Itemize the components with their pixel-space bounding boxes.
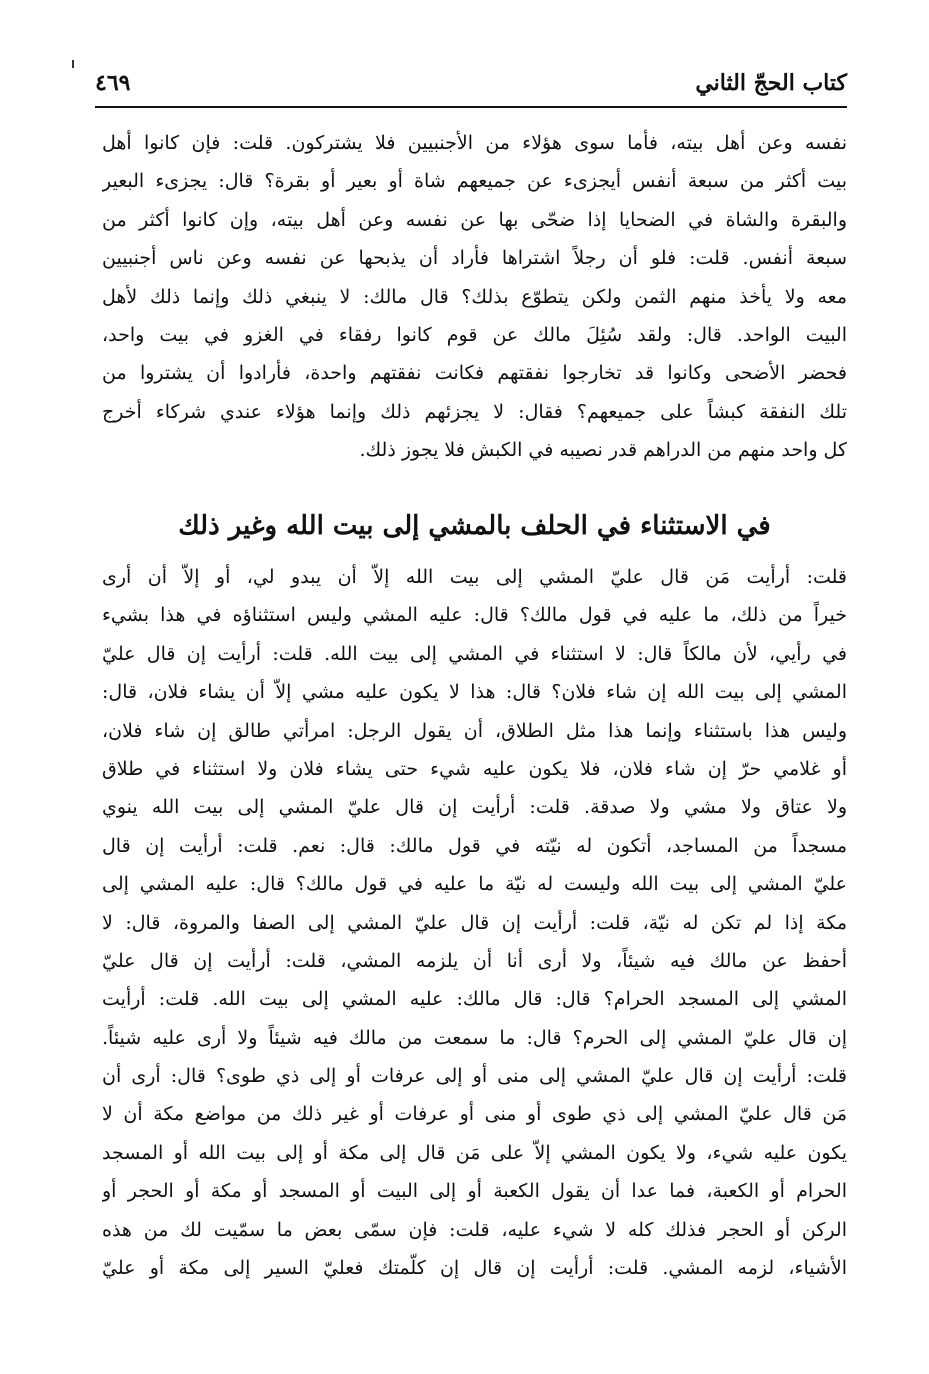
running-title: كتاب الحجّ الثاني	[695, 70, 847, 96]
text-line: في رأيي، لأن مالكاً قال: لا استثناء في المشي إلى بيت الله. قلت: أرأيت إن قال عليّ	[102, 642, 847, 665]
text-line: الأشياء، لزمه المشي. قلت: أرأيت إن قال إن كلّمتك فعليّ السير إلى مكة أو عليّ	[102, 1257, 847, 1280]
text-line: أحفظ عن مالك فيه شيئاً، ولا أرى أنا أن يلزمه المشي، قلت: أرأيت إن قال عليّ	[102, 949, 847, 972]
text-line: الركن أو الحجر فذلك كله لا شيء عليه، قلت: فإن سمّى بعض ما سمّيت لك من هذه	[102, 1218, 847, 1241]
text-line: مَن قال عليّ المشي إلى ذي طوى أو منى أو عرفات أو غير ذلك من مواضع مكة أن لا	[102, 1103, 847, 1126]
page-number: ٤٦٩	[95, 70, 131, 96]
text-line: سبعة أنفس. قلت: فلو أن رجلاً اشتراها فأراد أن يذبحها عن نفسه وعن ناس أجنبيين	[102, 247, 847, 270]
margin-mark	[72, 60, 74, 68]
paragraph-1	[102, 124, 847, 470]
text-line: ولا عتاق ولا مشي ولا صدقة. قلت: أرأيت إن قال عليّ المشي إلى بيت الله ينوي	[102, 796, 847, 819]
text-line: وليس هذا باستثناء وإنما هذا مثل الطلاق، أن يقول الرجل: امرأتي طالق إن شاء فلان،	[102, 719, 847, 742]
section-heading: في الاستثناء في الحلف بالمشي إلى بيت الله وغير ذلك	[178, 511, 771, 541]
text-line: الحرام أو الكعبة، فما عدا أن يقول الكعبة أو إلى البيت أو المسجد أو مكة أو الحجر أو	[102, 1180, 847, 1203]
text-line: خيراً من ذلك، ما عليه في قول مالك؟ قال: عليه المشي وليس استثناؤه في هذا بشيء	[102, 604, 847, 627]
text-line: أو غلامي حرّ إن شاء فلان، فلا يكون عليه شيء حتى يشاء فلان ولا استثناء في طلاق	[102, 757, 847, 780]
text-line: معه ولا يأخذ منهم الثمن ولكن يتطوّع بذلك؟ قال مالك: لا ينبغي ذلك وإنما ذلك لأهل	[102, 285, 847, 308]
text-line: يكون عليه شيء، ولا يكون المشي إلاّ على مَن قال إلى مكة أو إلى بيت الله أو المسجد	[102, 1141, 847, 1164]
text-line: البيت الواحد. قال: ولقد سُئِلَ مالك عن قوم كانوا رفقاء في الغزو في بيت واحد،	[102, 323, 847, 346]
text-line: قلت: أرأيت إن قال عليّ المشي إلى منى أو إلى عرفات أو إلى ذي طوى؟ قال: أرى أن	[102, 1065, 847, 1088]
text-line: بيت أكثر من سبعة أنفس أيجزىء عن جميعهم شاة أو بعير أو بقرة؟ قال: يجزىء البعير	[102, 170, 847, 193]
text-line: قلت: أرأيت مَن قال عليّ المشي إلى بيت الله إلاّ أن يبدو لي، أو إلاّ أن أرى	[102, 566, 847, 588]
text-line: كل واحد منهم من الدراهم قدر نصيبه في الكبش فلا يجوز ذلك.	[359, 439, 847, 462]
text-line: تلك النفقة كبشاً على جميعهم؟ فقال: لا يجزئهم ذلك وإنما هؤلاء عندي شركاء أخرج	[102, 400, 847, 423]
text-line: إن قال عليّ المشي إلى الحرم؟ قال: ما سمعت من مالك فيه شيئاً ولا أرى عليه شيئاً.	[102, 1026, 847, 1049]
text-line: مكة إذا لم تكن له نيّة، قلت: أرأيت إن قال عليّ المشي إلى الصفا والمروة، قال: لا	[102, 911, 847, 934]
text-line: والبقرة والشاة في الضحايا إذا ضحّى بها عن نفسه وعن أهل بيته، وإن كانوا أكثر من	[102, 208, 847, 231]
page-header	[95, 62, 847, 108]
text-line: عليّ المشي إلى بيت الله وليست له نيّة ما عليه في قول مالك؟ قال: عليه المشي إلى	[102, 873, 847, 896]
text-line: نفسه وعن أهل بيته، فأما سوى هؤلاء من الأجنبيين فلا يشتركون. قلت: فإن كانوا أهل	[102, 132, 847, 154]
paragraph-2	[102, 558, 847, 1287]
text-line: مسجداً من المساجد، أتكون له نيّته في قول مالك: قال: نعم. قلت: أرأيت إن قال	[102, 834, 847, 857]
text-line: المشي إلى المسجد الحرام؟ قال: قال مالك: عليه المشي إلى بيت الله. قلت: أرأيت	[102, 988, 847, 1011]
text-line: فحضر الأضحى وكانوا قد تخارجوا نفقتهم فكانت نفقتهم واحدة، فأرادوا أن يشتروا من	[102, 362, 847, 385]
text-line: المشي إلى بيت الله إن شاء فلان؟ قال: هذا لا يكون عليه مشي إلاّ أن يشاء فلان، قال:	[102, 681, 847, 704]
